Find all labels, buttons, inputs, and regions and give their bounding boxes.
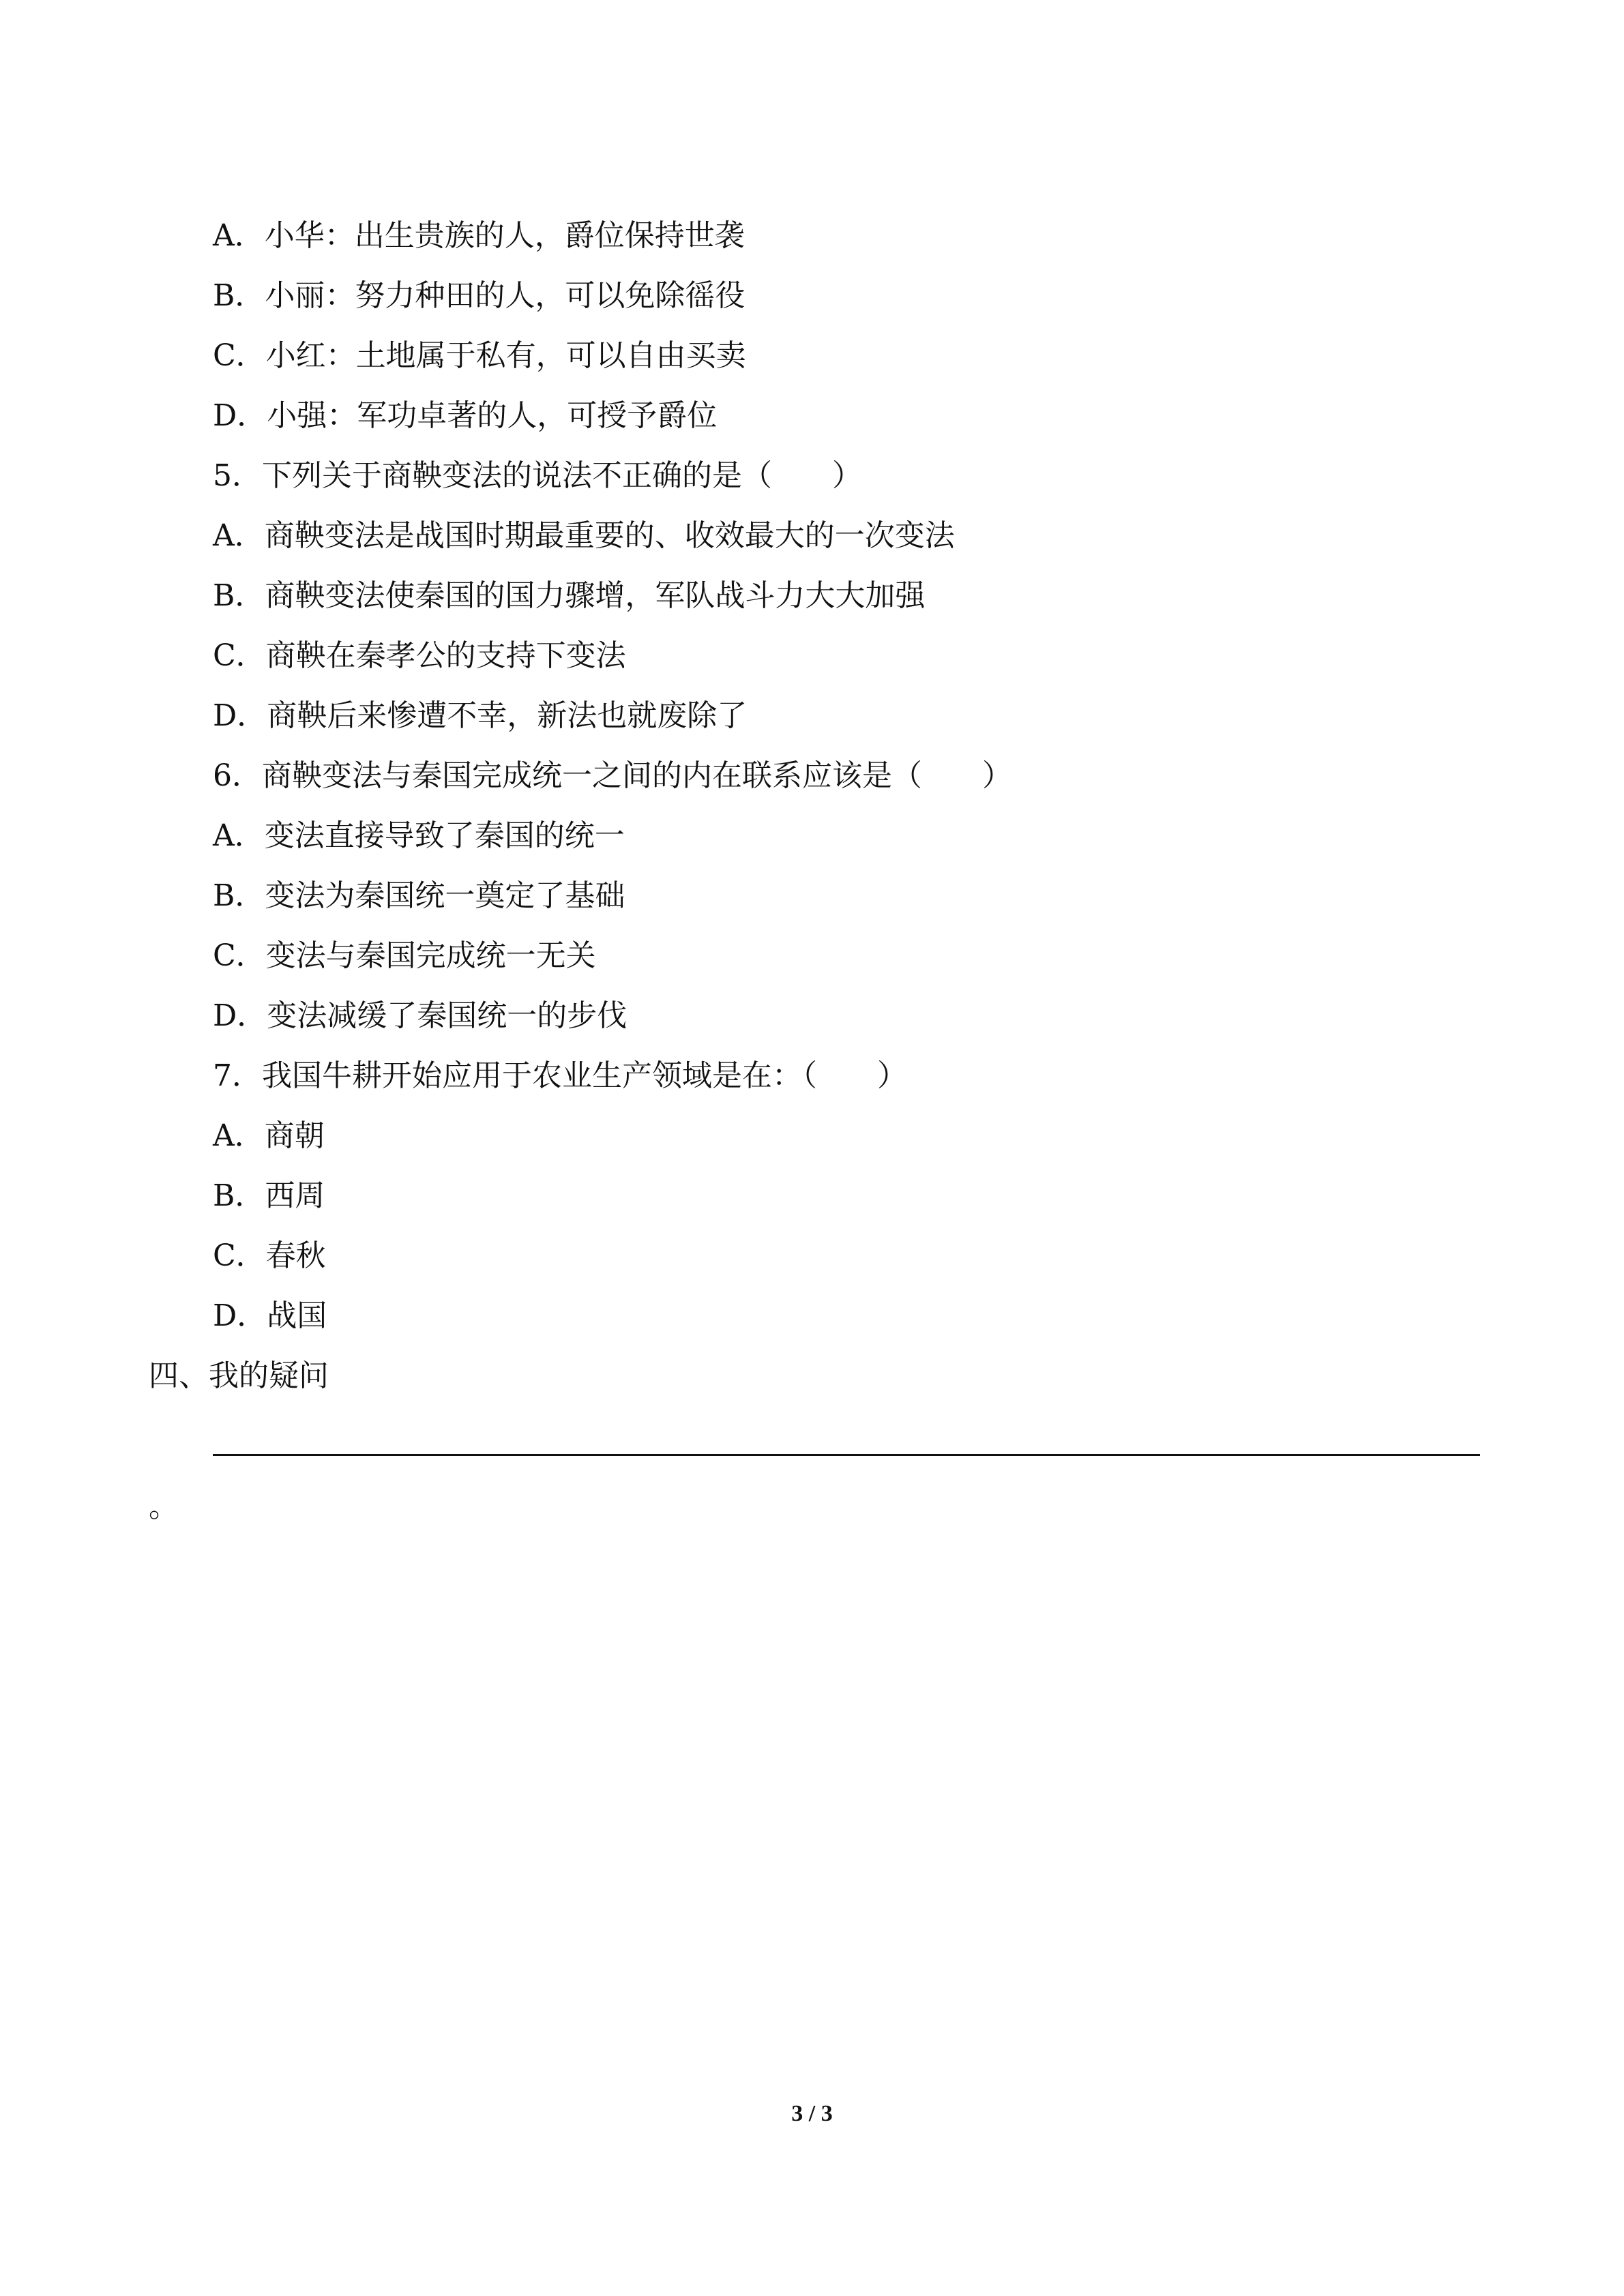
q5-option-c: C．商鞅在秦孝公的支持下变法 bbox=[213, 638, 626, 673]
q6-option-b: B．变法为秦国统一奠定了基础 bbox=[213, 878, 625, 913]
q5-option-b: B．商鞅变法使秦国的国力骤增，军队战斗力大大加强 bbox=[213, 578, 926, 613]
q4-option-a: A．小华：出生贵族的人，爵位保持世袭 bbox=[213, 218, 745, 253]
q7-option-b: B．西周 bbox=[213, 1178, 325, 1213]
q6-stem: 6．商鞅变法与秦国完成统一之间的内在联系应该是（ ） bbox=[213, 758, 1012, 793]
q7-option-d: D．战国 bbox=[213, 1298, 327, 1333]
q4-option-d: D．小强：军功卓著的人，可授予爵位 bbox=[213, 398, 718, 433]
page-number: 3 / 3 bbox=[791, 2101, 833, 2126]
q7-stem: 7．我国牛耕开始应用于农业生产领域是在：（ ） bbox=[213, 1058, 907, 1093]
q5-option-d: D．商鞅后来惨遭不幸，新法也就废除了 bbox=[213, 698, 748, 733]
q4-option-b: B．小丽：努力种田的人，可以免除徭役 bbox=[213, 278, 745, 313]
q6-option-a: A．变法直接导致了秦国的统一 bbox=[213, 818, 625, 853]
q5-option-a: A．商鞅变法是战国时期最重要的、收效最大的一次变法 bbox=[213, 518, 955, 553]
q6-option-d: D．变法减缓了秦国统一的步伐 bbox=[213, 998, 628, 1033]
answer-blank-line bbox=[213, 1454, 1480, 1456]
q7-option-a: A．商朝 bbox=[213, 1118, 325, 1153]
q5-stem: 5．下列关于商鞅变法的说法不正确的是（ ） bbox=[213, 458, 862, 493]
section4-heading: 四、我的疑问 bbox=[149, 1358, 329, 1393]
q7-option-c: C．春秋 bbox=[213, 1238, 326, 1273]
trailing-period: 。 bbox=[149, 1489, 179, 1524]
q6-option-c: C．变法与秦国完成统一无关 bbox=[213, 938, 596, 973]
q4-option-c: C．小红：土地属于私有，可以自由买卖 bbox=[213, 338, 746, 373]
